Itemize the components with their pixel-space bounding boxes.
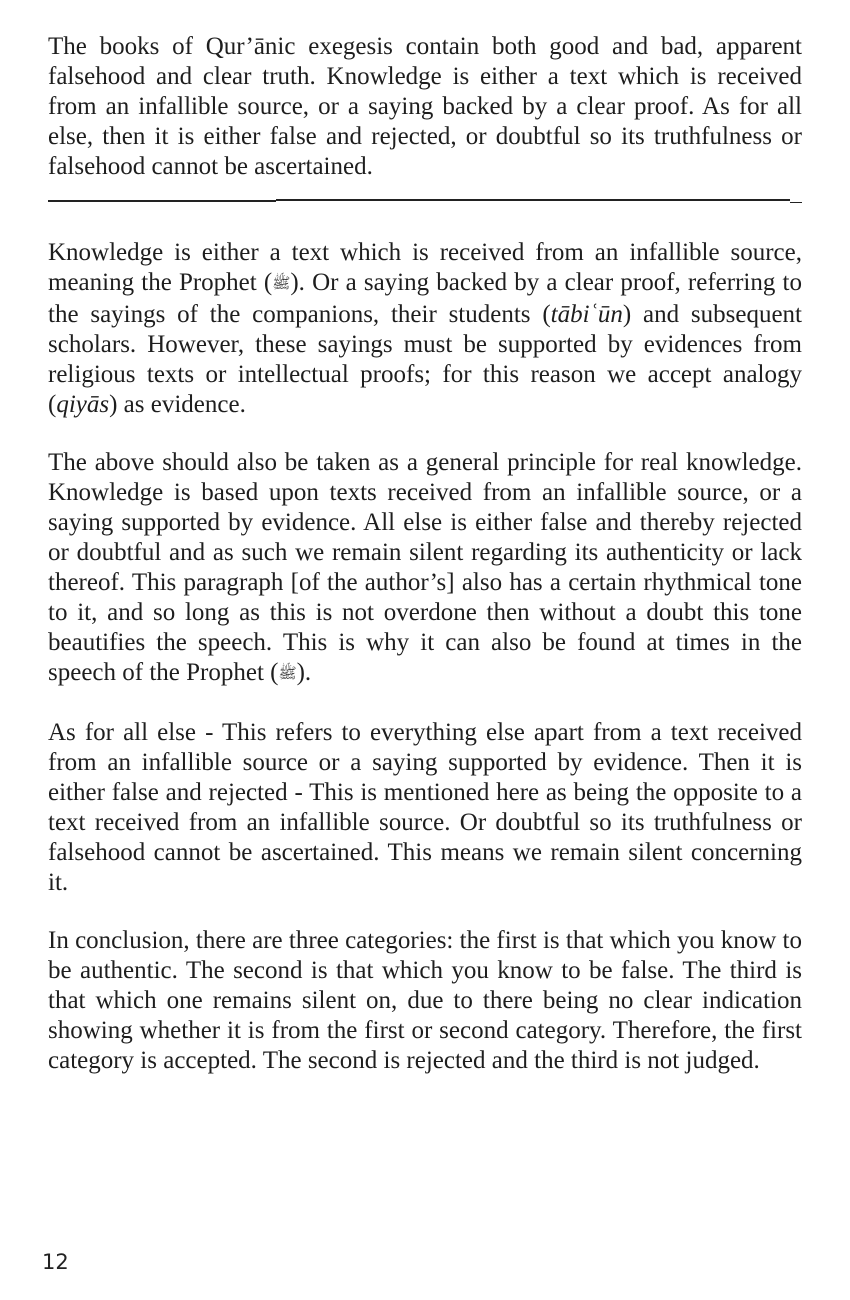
separator-rule-segment: [276, 199, 790, 201]
separator-rule: [48, 196, 802, 204]
arabic-term-tabiun: tābiʿūn: [550, 301, 623, 328]
text-run: ). Or a saying backed by a clear proof, referring to the sayings of the companions, their students (: [48, 269, 802, 328]
separator-rule-segment: [790, 202, 802, 203]
matn-text: The books of Qur’ānic exegesis contain both good and bad, apparent falsehood and clear truth. Knowledge is either a text which is received from an infallible source, or a saying backed by a clear proof. As for all else, then it is either false and rejected, or doubtful so its truthfulness or falsehood cannot be ascertained.: [48, 33, 802, 180]
commentary-paragraph-3: As for all else - This refers to everything else apart from a text received from an infallible source or a saying supported by evidence. Then it is either false and rejected - This is mentioned here as being the opposite to a text received from an infallible source. Or doubtful so its truthfulness or falsehood cannot be ascertained. This means we remain silent concerning it.: [48, 719, 802, 896]
text-run: ) and subsequent scholars. However, these sayings must be supported by evidences from religious texts or intellectual proofs; for this reason we accept analogy (: [48, 301, 802, 418]
text-run: Knowledge is either a text which is received from an infallible source, meaning the Prophet (: [48, 239, 802, 296]
commentary-paragraph-1: [48, 238, 802, 420]
commentary-paragraph-2: [48, 448, 802, 690]
page-body: [48, 32, 802, 1076]
text-run: The above should also be taken as a general principle for real knowledge. Knowledge is based upon texts received from an infallible source, or a saying supported by evidence. All else is either false and thereby rejected or doubtful and as such we remain silent regarding its authenticity or lack thereof. This paragraph [of the author’s] also has a certain rhythmical tone to it, and so long as this is not overdone then without a doubt this tone beautifies the speech. This is why it can also be found at times in the speech of the Prophet (: [48, 449, 802, 686]
salutation-symbol: ﷺ: [278, 664, 297, 682]
commentary-paragraph-4: In conclusion, there are three categories: the first is that which you know to be authentic. The second is that which you know to be false. The third is that which one remains silent on, due to there being no clear indication showing whether it is from the first or second category. Therefore, the first category is accepted. The second is rejected and the third is not judged.: [48, 927, 802, 1074]
salutation-symbol: ﷺ: [272, 274, 291, 292]
text-run: ).: [296, 659, 312, 686]
text-run: ) as evidence.: [109, 391, 246, 418]
separator-rule-segment: [48, 200, 276, 202]
page-number: 12: [42, 1250, 69, 1274]
arabic-term-qiyas: qiyās: [56, 391, 110, 418]
